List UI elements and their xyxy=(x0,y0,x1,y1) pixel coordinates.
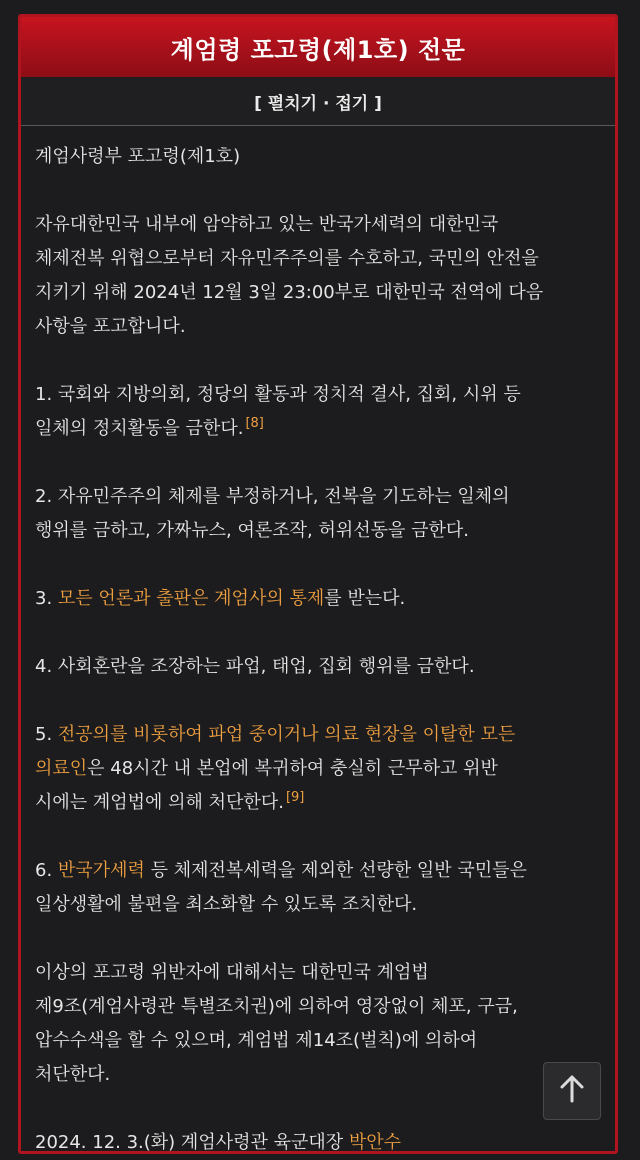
scroll-to-top-button[interactable] xyxy=(543,1062,601,1120)
decree-item-6: 6. 반국가세력 등 체제전복세력을 제외한 선량한 일반 국민들은 일상생활에 불편을 최소화할 수 있도록 조치한다. xyxy=(35,860,527,915)
decree-item-5: 5. 전공의를 비롯하여 파업 중이거나 의료 현장을 이탈한 모든 의료인은 48시간 내 본업에 복귀하여 충실히 근무하고 위반 시에는 계엄법에 의해 처단한다. [9] xyxy=(35,724,516,813)
document-frame xyxy=(18,14,618,1154)
decree-item-2: 2. 자유민주주의 체제를 부정하거나, 전복을 기도하는 일체의 행위를 금하고, 가짜뉴스, 여론조작, 허위선동을 금한다. xyxy=(35,486,510,541)
highlight-press-control[interactable]: 모든 언론과 출판은 계엄사의 통제 xyxy=(57,588,325,609)
highlight-medical-workers[interactable]: 의료인 xyxy=(35,758,88,779)
expand-collapse-toggle[interactable]: [ 펼치기 · 접기 ] xyxy=(254,93,382,114)
toggle-bar xyxy=(21,77,615,126)
signature-line: 2024. 12. 3.(화) 계엄사령관 육군대장 박안수 xyxy=(35,1132,402,1153)
highlight-anti-state-forces[interactable]: 반국가세력 xyxy=(57,860,145,881)
closing-paragraph: 이상의 포고령 위반자에 대해서는 대한민국 계엄법 제9조(계엄사령관 특별조치권)에 의하여 영장없이 체포, 구금, 압수수색을 할 수 있으며, 계엄법 제14조(벌칙)에 의하여 처단한다. xyxy=(35,962,518,1085)
decree-item-4: 4. 사회혼란을 조장하는 파업, 태업, 집회 행위를 금한다. xyxy=(35,656,475,677)
footnote-link-8[interactable]: [8] xyxy=(245,416,264,431)
document-body xyxy=(21,126,615,1160)
highlight-medical-residents[interactable]: 전공의를 비롯하여 파업 중이거나 의료 현장을 이탈한 모든 xyxy=(57,724,516,745)
decree-item-1: 1. 국회와 지방의회, 정당의 활동과 정치적 결사, 집회, 시위 등 일체의 정치활동을 금한다. [8] xyxy=(35,384,521,439)
footnote-link-9[interactable]: [9] xyxy=(285,790,305,805)
commander-name-link[interactable]: 박안수 xyxy=(348,1132,402,1153)
decree-item-3: 3. 모든 언론과 출판은 계엄사의 통제를 받는다. xyxy=(35,588,406,609)
page-title: 계엄령 포고령(제1호) 전문 xyxy=(170,35,466,64)
document-heading: 계엄사령부 포고령(제1호) xyxy=(35,146,241,167)
intro-paragraph: 자유대한민국 내부에 암약하고 있는 반국가세력의 대한민국 체제전복 위협으로부터 자유민주주의를 수호하고, 국민의 안전을 지키기 위해 2024년 12월 3일 23:00부로 대한민국 전역에 다음 사항을 포고합니다. xyxy=(35,214,544,337)
title-bar xyxy=(21,17,615,77)
arrow-up-icon xyxy=(559,1074,585,1108)
